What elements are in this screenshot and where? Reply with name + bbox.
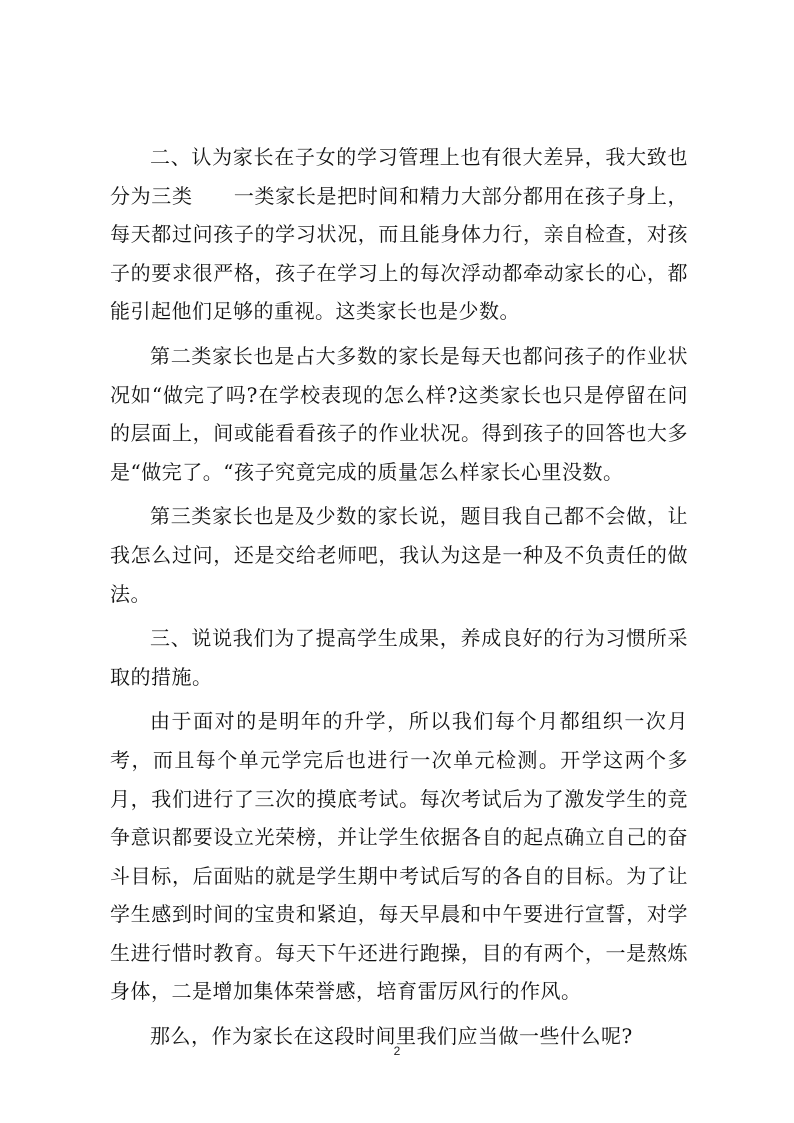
paragraph-measures-heading: 三、说说我们为了提高学生成果，养成良好的行为习惯所采取的措施。 [110, 626, 688, 689]
paragraph-third-type-parents: 第三类家长也是及少数的家长说，题目我自己都不会做，让我怎么过问，还是交给老师吧，我认为这是一种及不负责任的做法。 [110, 504, 688, 606]
paragraph-exam-measures: 由于面对的是明年的升学，所以我们每个月都组织一次月考，而且每个单元学完后也进行一次单元检测。开学这两个多月，我们进行了三次的摸底考试。每次考试后为了激发学生的竞争意识都要设立光荣榜，并让学生依据各自的起点确立自己的奋斗目标，后面贴的就是学生期中考试后写的各自的目标。为了让学生感到时间的宝贵和紧迫，每天早晨和中午要进行宣誓，对学生进行惜时教育。每天下午还进行跑操，目的有两个，一是熬炼身体，二是增加集体荣誉感，培育雷厉风行的作风。 [110, 709, 688, 1004]
paragraph-closing-question: 那么，作为家长在这段时间里我们应当做一些什么呢? [150, 1024, 633, 1049]
page-number: 2 [393, 1044, 401, 1058]
paragraph-parent-management-types: 二、认为家长在子女的学习管理上也有很大差异，我大致也分为三类 一类家长是把时间和精力大部分都用在孩子身上，每天都过问孩子的学习状况，而且能身体力行，亲自检查，对孩子的要求很严格，孩子在学习上的每次浮动都牵动家长的心，都能引起他们足够的重视。这类家长也是少数。 [110, 145, 688, 324]
document-body [110, 138, 688, 1062]
paragraph-second-type-parents: 第二类家长也是占大多数的家长是每天也都问孩子的作业状况如“做完了吗?在学校表现的怎么样?这类家长也只是停留在问的层面上，间或能看看孩子的作业状况。得到孩子的回答也大多是“做完了。“孩子究竟完成的质量怎么样家长心里没数。 [110, 343, 688, 484]
